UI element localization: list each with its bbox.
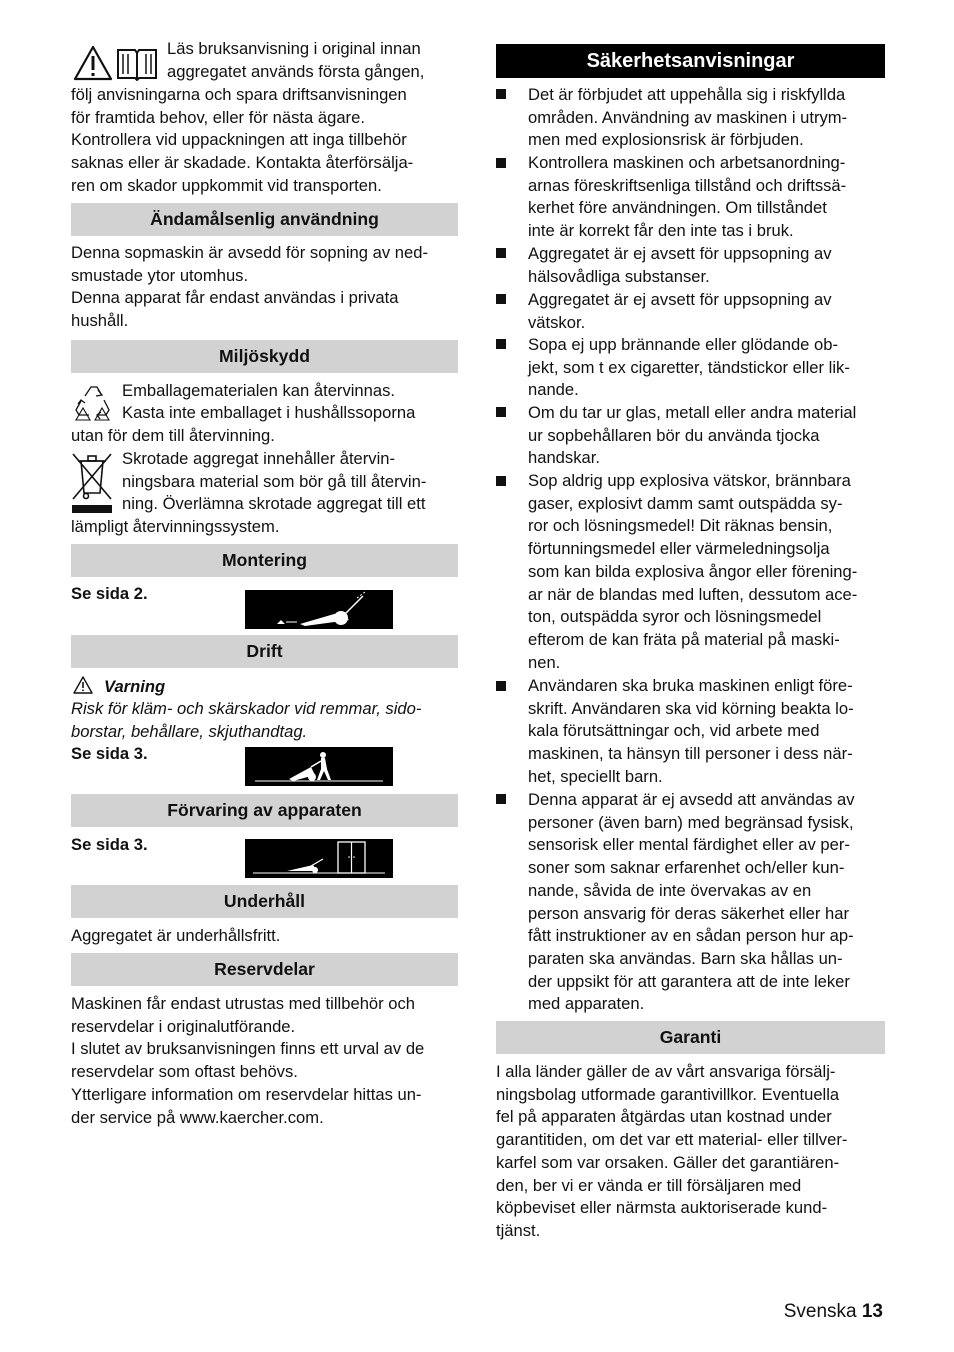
bullet-marker: [496, 158, 506, 168]
bullet-marker: [496, 794, 506, 804]
intro-line-1: Läs bruksanvisning i original innan: [167, 39, 421, 58]
warning-triangle-icon: [73, 45, 113, 81]
small-warning-icon: [72, 675, 94, 695]
drift-see-page: Se sida 3.: [71, 744, 148, 763]
forvaring-illustration: [245, 839, 393, 878]
forvaring-see-page: Se sida 3.: [71, 835, 148, 854]
safety-bullet-5: Sopa ej upp brännande eller glödande ob- jekt, som t ex cigaretter, tändstickor eller lik- nande.: [528, 335, 850, 400]
heading-andamal: Ändamålsenlig användning: [71, 203, 458, 236]
weee-line-1: Skrotade aggregat innehåller återvin-: [122, 449, 396, 468]
recycle-line-2: Kasta inte emballaget i hushållssoporna: [122, 403, 416, 422]
weee-line-2: ningsbara material som bör gå till återvin-: [122, 472, 427, 491]
bullet-marker: [496, 681, 506, 691]
safety-bullet-3: Aggregatet är ej avsett för uppsopning av hälsovådliga substanser.: [528, 244, 832, 286]
footer-language: Svenska: [783, 1301, 857, 1322]
warning-text: Risk för kläm- och skärskador vid remmar, sido- borstar, behållare, skjuthandtag.: [71, 699, 422, 741]
safety-bullet-7: Sop aldrig upp explosiva vätskor, brännbara gaser, explosivt damm samt outspädda sy- ror och lösningsmedel! Dit räknas bensin, förtunningsmedel eller värmeledningsolja som kan bilda explosiva ångor eller förening- ar när de blandas med luften, dessutom ace- ton, outspädda syror och lösningsmedel efterom de kan fräta på material på maski- nen.: [528, 471, 858, 672]
recycle-icon: [71, 384, 115, 424]
heading-montering: Montering: [71, 544, 458, 577]
bullet-marker: [496, 339, 506, 349]
safety-bullet-6: Om du tar ur glas, metall eller andra material ur sopbehållaren bör du använda tjocka handskar.: [528, 403, 857, 468]
safety-bullet-8: Användaren ska bruka maskinen enligt före- skrift. Användaren ska vid körning beakta lo- kala förutsättningar och, vid arbete med maskinen, ta hänsyn till personer i dess när- het, speciellt barn.: [528, 676, 854, 786]
warning-label: Varning: [104, 677, 166, 696]
weee-text: lämpligt återvinningssystem.: [71, 517, 280, 536]
bullet-marker: [496, 89, 506, 99]
safety-bullet-9: Denna apparat är ej avsedd att användas av personer (även barn) med begränsad fysisk, sensorisk eller mental färdighet eller av per- soner som saknar erfarenhet och/eller kun- nande, såvida de inte övervakas av en person ansvarig för deras säkerhet eller har fått instruktioner av en sådan person hur ap- paraten ska användas. Barn ska hållas un- der uppsikt för att garantera att de inte leker med apparaten.: [528, 790, 855, 1014]
montering-see-page: Se sida 2.: [71, 584, 148, 603]
montering-illustration: [245, 590, 393, 629]
weee-line-3: ning. Överlämna skrotade aggregat till ett: [122, 494, 426, 513]
page-footer: [784, 1301, 883, 1324]
page-number: 13: [861, 1301, 883, 1322]
bullet-marker: [496, 476, 506, 486]
andamal-text: Denna sopmaskin är avsedd för sopning av ned- smustade ytor utomhus. Denna apparat får endast användas i privata hushåll.: [71, 243, 428, 331]
heading-miljo: Miljöskydd: [71, 340, 458, 373]
heading-sakerhet: Säkerhetsanvisningar: [496, 44, 885, 78]
bullet-marker: [496, 294, 506, 304]
heading-drift: Drift: [71, 635, 458, 668]
safety-bullet-4: Aggregatet är ej avsett för uppsopning av vätskor.: [528, 290, 832, 332]
garanti-text: I alla länder gäller de av vårt ansvariga försälj- ningsbolag utformade garantivillkor. Eventuella fel på apparaten åtgärdas utan kostnad under garantitiden, om det var ett material- eller tillver- karfel som var orsaken. Gäller det garantiären- den, ber vi er vända er till försäljaren med köpbeviset eller närmsta auktoriserade kund- tjänst.: [496, 1062, 848, 1240]
recycle-text: utan för dem till återvinning.: [71, 426, 275, 445]
crossed-bin-icon: [71, 451, 113, 515]
intro-text: följ anvisningarna och spara driftsanvisningen för framtida behov, eller för nästa ägare. Kontrollera vid uppackningen att inga tillbehör saknas eller är skadade. Kontakta återförsälja- ren om skador uppkommit vid transporten.: [71, 85, 414, 195]
bullet-marker: [496, 248, 506, 258]
heading-garanti: Garanti: [496, 1021, 885, 1054]
heading-forvaring: Förvaring av apparaten: [71, 794, 458, 827]
heading-reservdelar: Reservdelar: [71, 953, 458, 986]
bullet-marker: [496, 407, 506, 417]
safety-bullet-2: Kontrollera maskinen och arbetsanordning- arnas föreskriftsenliga tillstånd och driftssä- kerhet före användningen. Om tillståndet inte är korrekt får den inte tas i bruk.: [528, 153, 847, 241]
heading-underhall: Underhåll: [71, 885, 458, 918]
intro-line-2: aggregatet används första gången,: [167, 62, 425, 81]
recycle-line-1: Emballagematerialen kan återvinnas.: [122, 381, 396, 400]
underhall-text: Aggregatet är underhållsfritt.: [71, 926, 281, 945]
manual-book-icon: [115, 45, 159, 81]
drift-illustration: [245, 747, 393, 786]
safety-bullet-1: Det är förbjudet att uppehålla sig i riskfyllda områden. Användning av maskinen i utrym- men med explosionsrisk är förbjuden.: [528, 85, 848, 150]
reservdelar-text: Maskinen får endast utrustas med tillbehör och reservdelar i originalutförande. I slutet av bruksanvisningen finns ett urval av de reservdelar som oftast behövs. Ytterligare information om reservdelar hittas un- der service på www.kaercher.com.: [71, 994, 425, 1127]
